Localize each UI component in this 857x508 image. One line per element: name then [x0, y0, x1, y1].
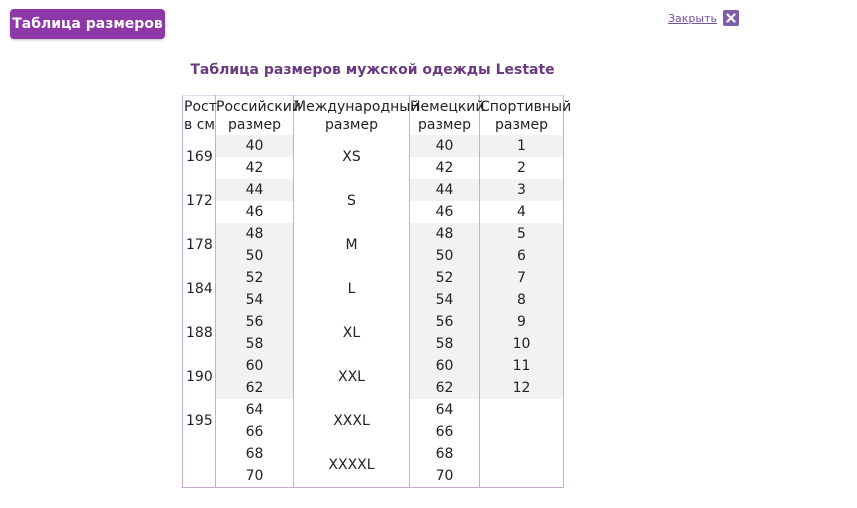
german-size-cell: 54 [410, 289, 480, 311]
height-cell [183, 443, 216, 488]
sport-size-cell: 9 [480, 311, 564, 333]
table-header-row [183, 96, 564, 136]
german-size-cell: 40 [410, 135, 480, 157]
german-size-cell: 44 [410, 179, 480, 201]
column-header-russian: Российский размер [216, 96, 294, 136]
russian-size-cell: 48 [216, 223, 294, 245]
russian-size-cell: 68 [216, 443, 294, 465]
table-row [183, 311, 564, 333]
russian-size-cell: 42 [216, 157, 294, 179]
column-header-international: Международный размер [294, 96, 410, 136]
close-link[interactable]: Закрыть [668, 11, 717, 25]
sport-size-cell: 1 [480, 135, 564, 157]
russian-size-cell: 62 [216, 377, 294, 399]
height-cell: 178 [183, 223, 216, 267]
sport-size-cell: 6 [480, 245, 564, 267]
close-icon[interactable] [723, 10, 739, 26]
international-size-cell: L [294, 267, 410, 311]
german-size-cell: 60 [410, 355, 480, 377]
height-cell: 190 [183, 355, 216, 399]
german-size-cell: 64 [410, 399, 480, 421]
sport-size-cell: 5 [480, 223, 564, 245]
german-size-cell: 68 [410, 443, 480, 465]
sport-size-cell: 10 [480, 333, 564, 355]
international-size-cell: XXL [294, 355, 410, 399]
international-size-cell: XXXL [294, 399, 410, 443]
column-header-sport: Спортивный размер [480, 96, 564, 136]
russian-size-cell: 58 [216, 333, 294, 355]
russian-size-cell: 54 [216, 289, 294, 311]
sport-size-cell: 3 [480, 179, 564, 201]
german-size-cell: 62 [410, 377, 480, 399]
column-header-height: Рост в см [183, 96, 216, 136]
sport-size-cell [480, 399, 564, 421]
russian-size-cell: 46 [216, 201, 294, 223]
sport-size-cell [480, 421, 564, 443]
height-cell: 169 [183, 135, 216, 179]
table-row [183, 135, 564, 157]
russian-size-cell: 66 [216, 421, 294, 443]
sport-size-cell: 12 [480, 377, 564, 399]
sport-size-cell: 8 [480, 289, 564, 311]
sport-size-cell: 11 [480, 355, 564, 377]
size-table-button[interactable]: Таблица размеров [10, 9, 165, 39]
german-size-cell: 48 [410, 223, 480, 245]
table-row [183, 355, 564, 377]
international-size-cell: S [294, 179, 410, 223]
column-header-german: Немецкий размер [410, 96, 480, 136]
height-cell: 188 [183, 311, 216, 355]
sport-size-cell [480, 465, 564, 488]
russian-size-cell: 70 [216, 465, 294, 488]
russian-size-cell: 52 [216, 267, 294, 289]
table-row [183, 399, 564, 421]
close-control[interactable] [668, 10, 739, 26]
height-cell: 184 [183, 267, 216, 311]
table-row [183, 443, 564, 465]
russian-size-cell: 64 [216, 399, 294, 421]
table-row [183, 179, 564, 201]
german-size-cell: 52 [410, 267, 480, 289]
russian-size-cell: 44 [216, 179, 294, 201]
sport-size-cell: 2 [480, 157, 564, 179]
international-size-cell: XS [294, 135, 410, 179]
russian-size-cell: 50 [216, 245, 294, 267]
german-size-cell: 58 [410, 333, 480, 355]
sport-size-cell [480, 443, 564, 465]
table-title: Таблица размеров мужской одежды Lestate [190, 62, 555, 78]
german-size-cell: 50 [410, 245, 480, 267]
table-row [183, 223, 564, 245]
size-table [182, 95, 572, 488]
sport-size-cell: 7 [480, 267, 564, 289]
height-cell: 195 [183, 399, 216, 443]
international-size-cell: M [294, 223, 410, 267]
international-size-cell: XXXXL [294, 443, 410, 488]
sport-size-cell: 4 [480, 201, 564, 223]
table-row [183, 267, 564, 289]
russian-size-cell: 56 [216, 311, 294, 333]
height-cell: 172 [183, 179, 216, 223]
russian-size-cell: 40 [216, 135, 294, 157]
russian-size-cell: 60 [216, 355, 294, 377]
german-size-cell: 46 [410, 201, 480, 223]
german-size-cell: 42 [410, 157, 480, 179]
international-size-cell: XL [294, 311, 410, 355]
german-size-cell: 56 [410, 311, 480, 333]
german-size-cell: 70 [410, 465, 480, 488]
german-size-cell: 66 [410, 421, 480, 443]
